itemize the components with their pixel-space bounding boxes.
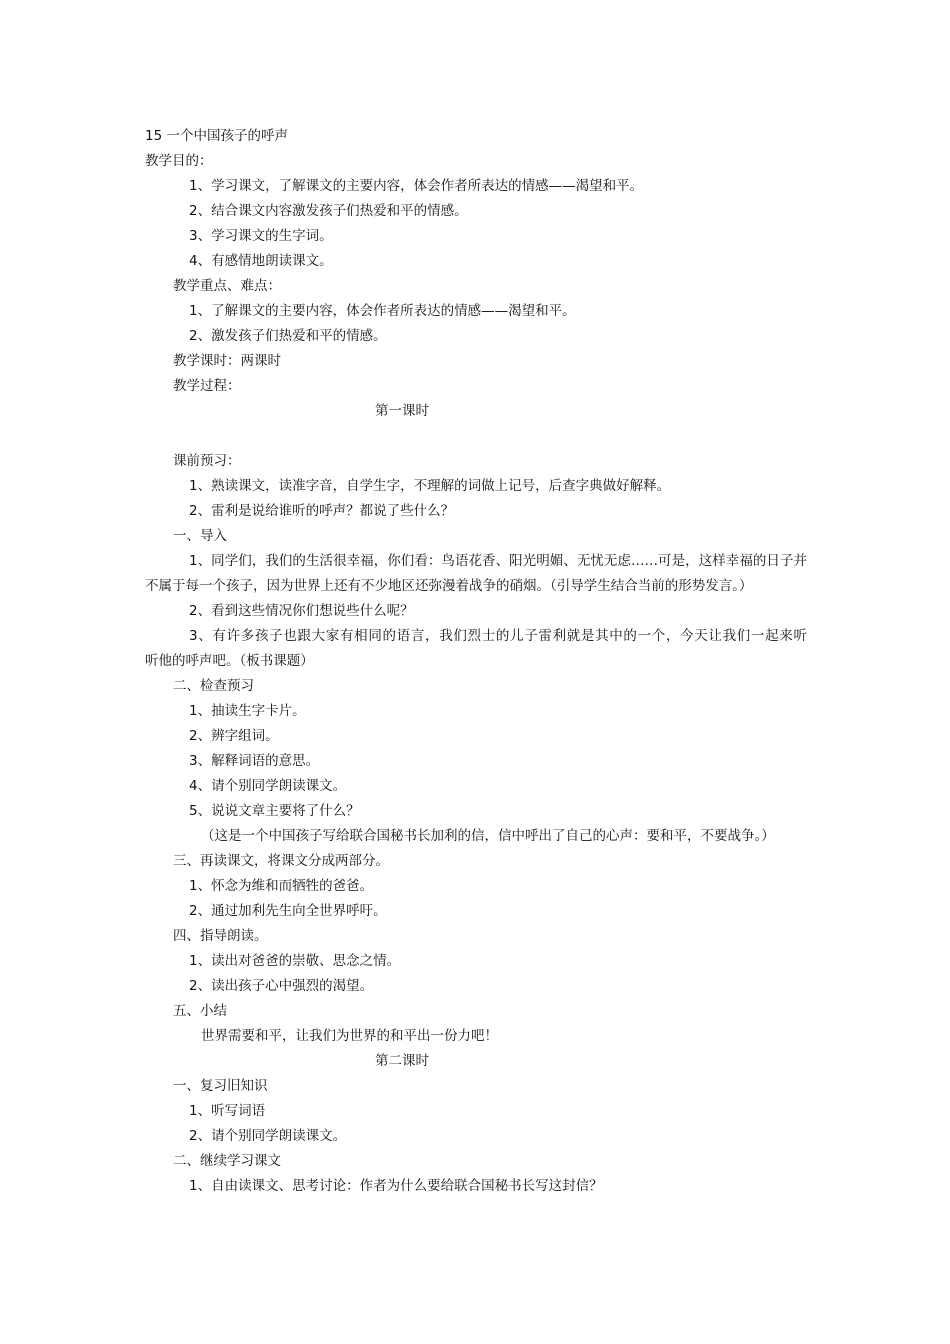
- preview-item: 1、熟读课文，读准字音，自学生字，不理解的词做上记号，后查字典做好解释。: [189, 478, 671, 494]
- objective-item: 3、学习课文的生字词。: [189, 228, 333, 244]
- reread-heading: 三、再读课文，将课文分成两部分。: [173, 853, 389, 869]
- guide-item: 1、读出对爸爸的崇敬、思念之情。: [189, 953, 401, 969]
- reread-item: 2、通过加利先生向全世界呼吁。: [189, 903, 387, 919]
- review-heading: 一、复习旧知识: [173, 1078, 268, 1094]
- intro-item: 2、看到这些情况你们想说些什么呢？: [189, 603, 414, 619]
- check-item: 4、请个别同学朗读课文。: [189, 778, 347, 794]
- key-point-item: 1、了解课文的主要内容，体会作者所表达的情感——渴望和平。: [189, 303, 576, 319]
- objective-item: 2、结合课文内容激发孩子们热爱和平的情感。: [189, 203, 468, 219]
- continue-heading: 二、继续学习课文: [173, 1153, 281, 1169]
- check-item: 3、解释词语的意思。: [189, 753, 320, 769]
- check-item: 1、抽读生字卡片。: [189, 703, 306, 719]
- objectives-heading: 教学目的：: [145, 153, 213, 169]
- intro-paragraph-line: 听他的呼声吧。（板书课题）: [145, 653, 314, 669]
- guide-heading: 四、指导朗读。: [173, 928, 268, 944]
- preview-item: 2、雷利是说给谁听的呼声？都说了些什么？: [189, 503, 455, 519]
- summary-heading: 五、小结: [173, 1003, 227, 1019]
- summary-text: 世界需要和平，让我们为世界的和平出一份力吧！: [201, 1028, 498, 1044]
- review-item: 2、请个别同学朗读课文。: [189, 1128, 347, 1144]
- lesson1-title: 第一课时: [375, 403, 429, 419]
- check-item: 2、辨字组词。: [189, 728, 279, 744]
- intro-heading: 一、导入: [173, 528, 227, 544]
- document-title: 15 一个中国孩子的呼声: [145, 128, 288, 144]
- key-point-item: 2、激发孩子们热爱和平的情感。: [189, 328, 387, 344]
- review-item: 1、听写词语: [189, 1103, 266, 1119]
- preview-heading: 课前预习：: [173, 453, 241, 469]
- reread-item: 1、怀念为维和而牺牲的爸爸。: [189, 878, 374, 894]
- key-points-heading: 教学重点、难点：: [173, 278, 281, 294]
- process-heading: 教学过程：: [173, 378, 241, 394]
- guide-item: 2、读出孩子心中强烈的渴望。: [189, 978, 374, 994]
- intro-paragraph-line: 不属于每一个孩子，因为世界上还有不少地区还弥漫着战争的硝烟。（引导学生结合当前的形势发言。）: [145, 578, 753, 594]
- objective-item: 1、学习课文，了解课文的主要内容，体会作者所表达的情感——渴望和平。: [189, 178, 644, 194]
- check-item: 5、说说文章主要将了什么？: [189, 803, 360, 819]
- intro-paragraph-line: 3、有许多孩子也跟大家有相同的语言，我们烈士的儿子雷利就是其中的一个，今天让我们一起来听: [189, 628, 807, 644]
- objective-item: 4、有感情地朗读课文。: [189, 253, 333, 269]
- check-heading: 二、检查预习: [173, 678, 254, 694]
- teaching-hours: 教学课时：两课时: [173, 353, 281, 369]
- intro-paragraph-line: 1、同学们，我们的生活很幸福，你们看：鸟语花香、阳光明媚、无忧无虑……可是，这样幸福的日子并: [189, 553, 807, 569]
- check-note: （这是一个中国孩子写给联合国秘书长加利的信，信中呼出了自己的心声：要和平，不要战争。）: [201, 828, 775, 844]
- continue-item: 1、自由读课文、思考讨论：作者为什么要给联合国秘书长写这封信？: [189, 1178, 603, 1194]
- lesson2-title: 第二课时: [375, 1053, 429, 1069]
